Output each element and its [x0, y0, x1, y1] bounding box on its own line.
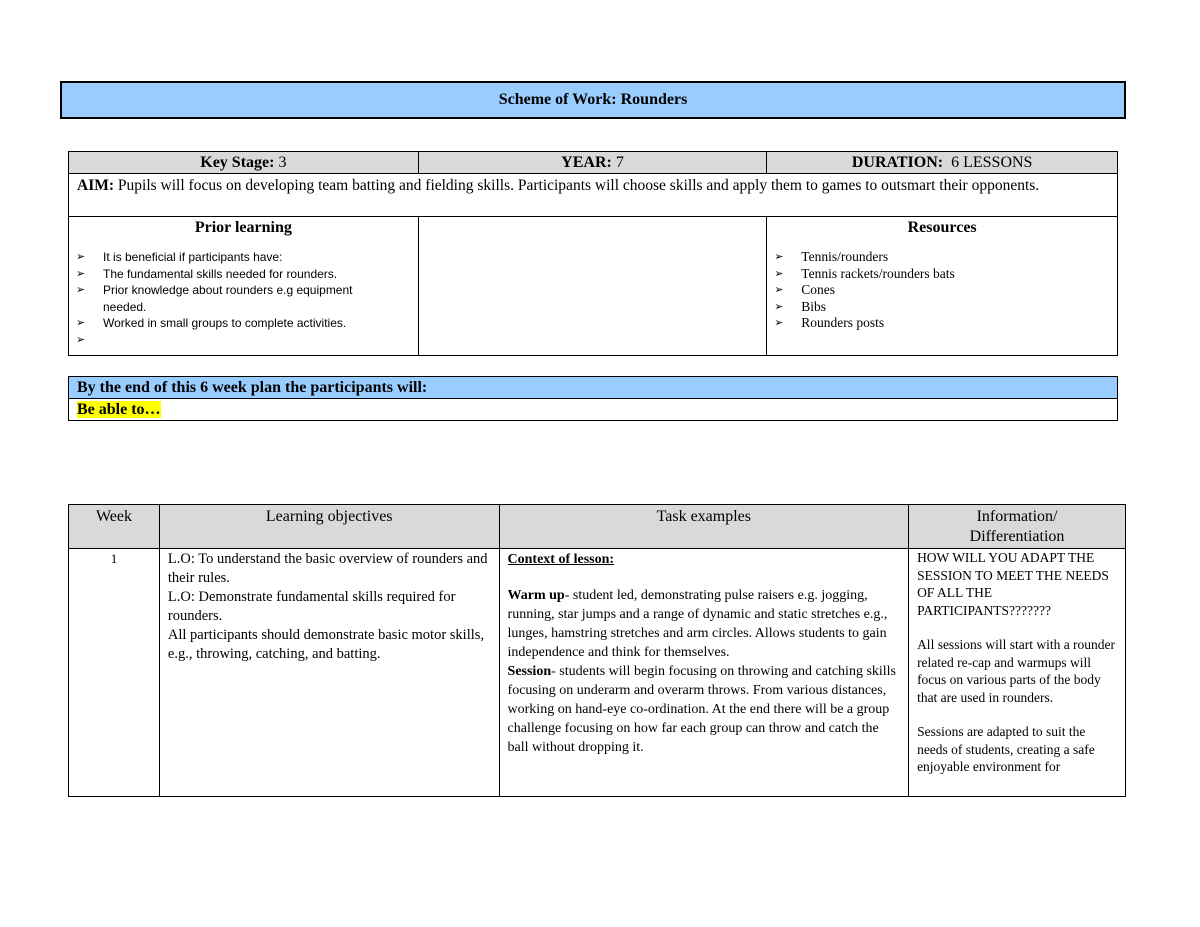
resources-cell — [767, 217, 1118, 356]
aim-row — [69, 174, 1118, 217]
prior-learning-list — [69, 249, 418, 348]
resources-list — [767, 249, 1117, 332]
lesson-info-table — [68, 151, 1118, 356]
resources-title: Resources — [907, 219, 977, 236]
list-item — [103, 332, 418, 349]
info-paragraph: HOW WILL YOU ADAPT THE SESSION TO MEET THE NEEDS OF ALL THE PARTICIPANTS??????? — [917, 550, 1109, 618]
able-to-text: Be able to… — [77, 401, 161, 418]
list-item: ➢ Worked in small groups to complete activities. — [103, 315, 418, 332]
table-row — [69, 549, 1126, 797]
list-item: ➢ Bibs — [801, 299, 1117, 316]
list-item: ➢ Tennis rackets/rounders bats — [801, 266, 1117, 283]
warmup-text: Warm up- student led, demonstrating pulse raisers e.g. jogging, running, star jumps and a range of dynamic and static stretches e.g., lunges, hamstring stretches and arm circles. Allows students to gain independence and think for themselves. — [507, 588, 888, 660]
differentiation-cell — [909, 549, 1126, 797]
info-paragraph: Sessions are adapted to suit the needs of students, creating a safe enjoyable environment for — [917, 724, 1095, 774]
week-header: Week — [69, 505, 160, 549]
list-item: ➢ The fundamental skills needed for rounders. — [103, 266, 418, 283]
list-item: ➢ Rounders posts — [801, 315, 1117, 332]
list-item: ➢ It is beneficial if participants have: — [103, 249, 418, 266]
prior-learning-title: Prior learning — [194, 219, 292, 236]
week-cell: 1 — [69, 549, 160, 797]
outcome-able-row — [69, 399, 1118, 421]
outcome-able-cell — [69, 399, 1118, 421]
empty-cell — [418, 217, 767, 356]
context-label: Context of lesson: — [507, 552, 615, 567]
tasks-cell — [499, 549, 909, 797]
outcome-heading: By the end of this 6 week plan the participants will: — [69, 377, 1118, 399]
plan-header-row — [69, 505, 1126, 549]
prior-learning-cell — [69, 217, 419, 356]
key-stage-cell: Key Stage: 3 — [69, 152, 419, 174]
session-text: Session- students will begin focusing on throwing and catching skills focusing on underarm and overarm throws. From various distances, working on hand-eye co-ordination. At the end there will be a group challenge focusing on how far each group can throw and catch the ball without dropping it. — [507, 664, 897, 755]
year-cell: YEAR: 7 — [418, 152, 767, 174]
info-header: Information/ Differentiation — [909, 505, 1126, 549]
objectives-cell — [159, 549, 499, 797]
objectives-header: Learning objectives — [159, 505, 499, 549]
objective-text: L.O: To understand the basic overview of rounders and their rules. — [167, 551, 488, 586]
weekly-plan-table — [68, 504, 1126, 797]
objective-text: All participants should demonstrate basic motor skills, e.g., throwing, catching, and batting. — [167, 627, 485, 662]
list-item: ➢ Cones — [801, 282, 1117, 299]
list-item: ➢ Prior knowledge about rounders e.g equipment needed. — [103, 282, 418, 315]
list-item: ➢ Tennis/rounders — [801, 249, 1117, 266]
objective-text: L.O: Demonstrate fundamental skills required for rounders. — [167, 589, 456, 624]
outcome-heading-row — [69, 377, 1118, 399]
aim-cell: AIM: Pupils will focus on developing team batting and fielding skills. Participants will choose skills and apply them to games to outsmart their opponents. — [69, 174, 1118, 217]
prior-learning-row — [69, 217, 1118, 356]
info-header-row — [69, 152, 1118, 174]
outcome-table — [68, 376, 1118, 421]
tasks-header: Task examples — [499, 505, 909, 549]
duration-cell: DURATION: 6 LESSONS — [767, 152, 1118, 174]
info-paragraph: All sessions will start with a rounder related re-cap and warmups will focus on various parts of the body that are used in rounders. — [917, 637, 1116, 705]
page-title: Scheme of Work: Rounders — [60, 81, 1126, 119]
